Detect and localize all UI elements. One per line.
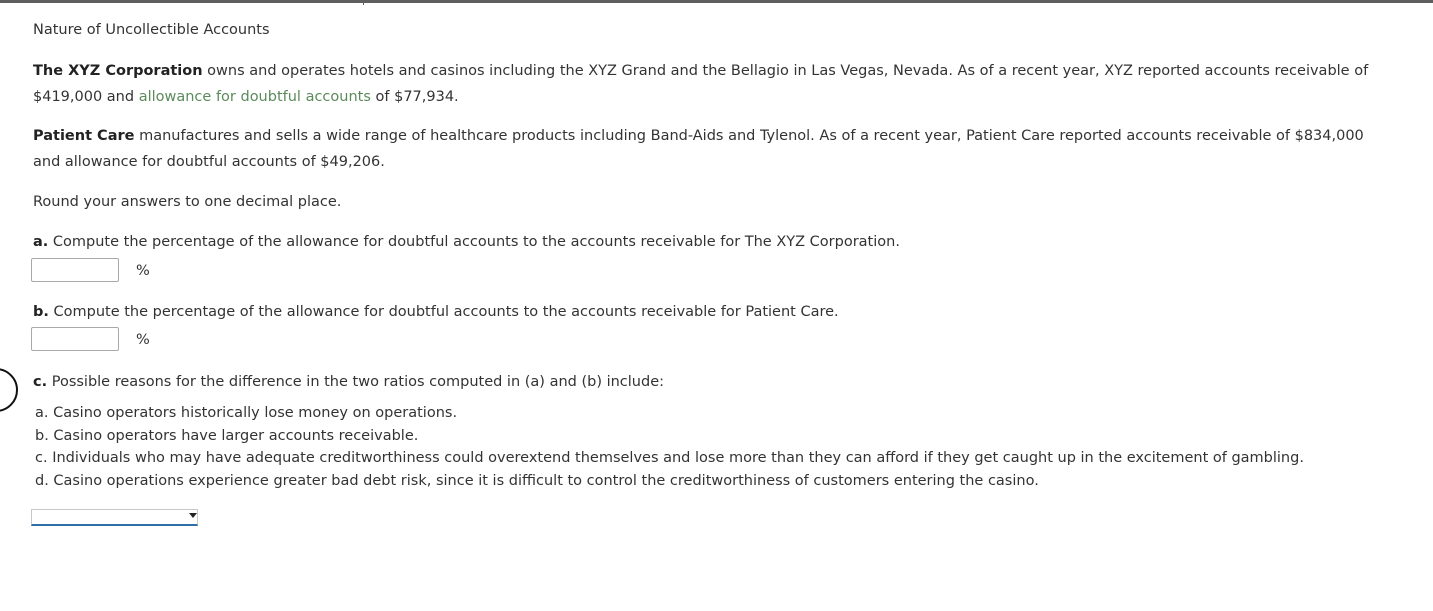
question-c [33, 372, 664, 392]
patient-care-company-name: Patient Care [33, 128, 135, 144]
question-a-percent-unit: % [136, 263, 150, 279]
choice-a: a. Casino operators historically lose money on operations. [35, 405, 458, 421]
question-a [33, 232, 900, 252]
patient-care-paragraph-line-1 [33, 126, 1364, 146]
question-c-answer-dropdown[interactable] [31, 509, 198, 526]
choice-c: c. Individuals who may have adequate creditworthiness could overextend themselves and lose more than they can afford if they get caught up in the excitement of gambling. [35, 450, 1304, 466]
question-b-letter: b. [33, 304, 49, 320]
xyz-receivable-text: $419,000 and [33, 89, 139, 105]
glossary-link-allowance[interactable]: allowance for doubtful accounts [138, 89, 371, 105]
patient-care-paragraph-line-2: and allowance for doubtful accounts of $49,206. [33, 154, 385, 170]
question-a-letter: a. [33, 234, 49, 250]
xyz-paragraph-line-1 [33, 61, 1368, 81]
question-b-text: Compute the percentage of the allowance for doubtful accounts to the accounts receivable for Patient Care. [48, 304, 839, 320]
choice-d: d. Casino operations experience greater bad debt risk, since it is difficult to control the creditworthiness of customers entering the casino. [35, 473, 1039, 489]
question-b-percent-unit: % [136, 332, 150, 348]
xyz-allowance-text: of $77,934. [370, 89, 459, 105]
chevron-down-icon [189, 513, 197, 518]
question-c-letter: c. [33, 374, 48, 390]
question-c-text: Possible reasons for the difference in the two ratios computed in (a) and (b) include: [47, 374, 665, 390]
xyz-paragraph-line-2 [33, 87, 459, 107]
patient-care-description: manufactures and sells a wide range of healthcare products including Band-Aids and Tylenol. As of a recent year, Patient Care reported accounts receivable of $834,000 [134, 128, 1364, 144]
top-border [0, 0, 1433, 3]
question-a-answer-input[interactable] [31, 258, 119, 282]
xyz-company-name: The XYZ Corporation [33, 63, 203, 79]
question-marker-circle [0, 368, 18, 412]
xyz-description: owns and operates hotels and casinos including the XYZ Grand and the Bellagio in Las Vegas, Nevada. As of a recent year, XYZ reported accounts receivable of [202, 63, 1369, 79]
question-a-text: Compute the percentage of the allowance for doubtful accounts to the accounts receivable for The XYZ Corporation. [48, 234, 900, 250]
rounding-instruction: Round your answers to one decimal place. [33, 194, 342, 210]
choice-b: b. Casino operators have larger accounts receivable. [35, 428, 419, 444]
question-b-answer-input[interactable] [31, 327, 119, 351]
question-b [33, 302, 839, 322]
top-border-tick [363, 0, 364, 5]
page-title: Nature of Uncollectible Accounts [33, 22, 270, 38]
